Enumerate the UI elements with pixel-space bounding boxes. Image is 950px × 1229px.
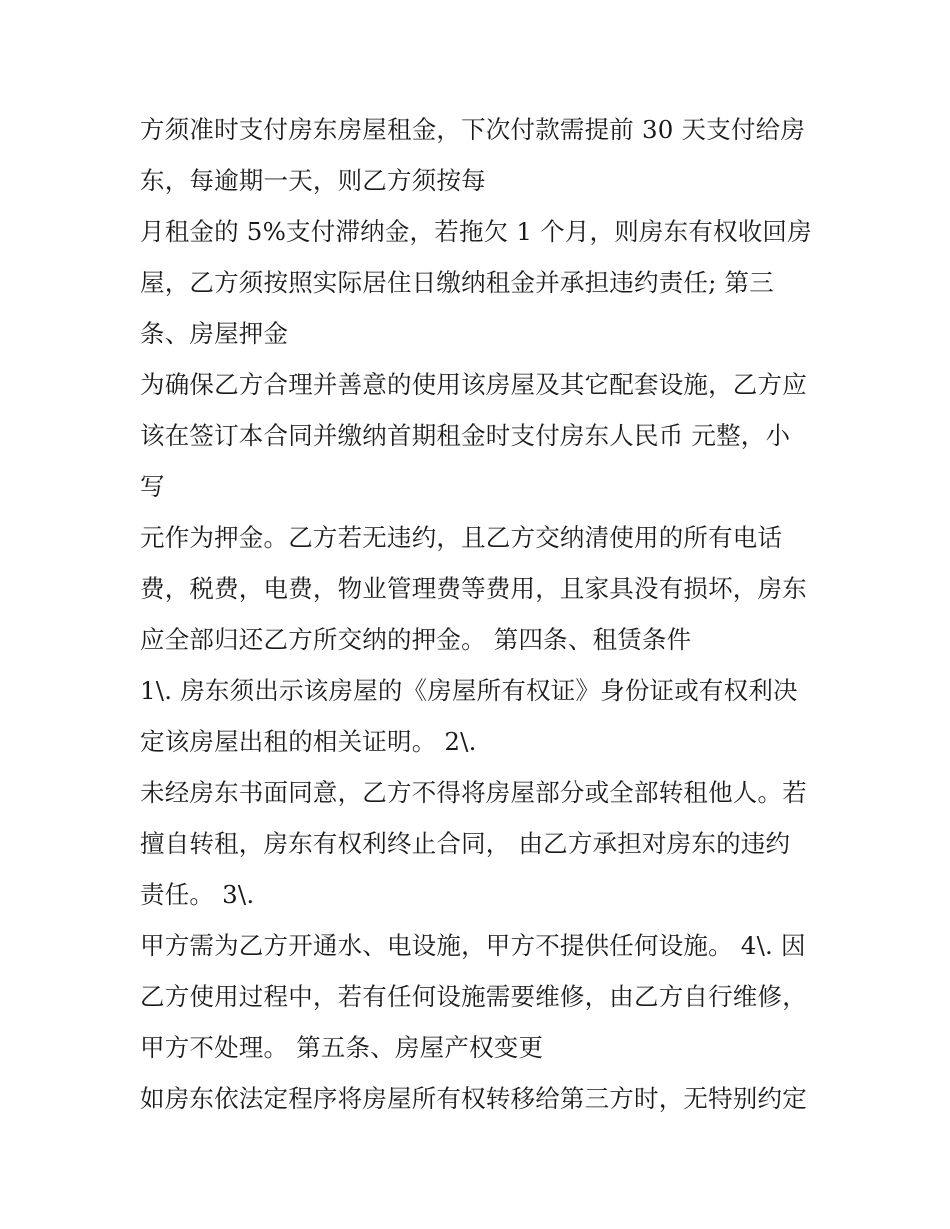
text-line: 屋，乙方须按照实际居住日缴纳租金并承担违约责任; 第三 (140, 268, 774, 297)
text-line: 应全部归还乙方所交纳的押金。 第四条、租赁条件 (140, 625, 692, 654)
text-line: 甲方不处理。 第五条、房屋产权变更 (140, 1033, 544, 1062)
text-line: 责任。 3\. (140, 880, 255, 909)
text-line: 甲方需为乙方开通水、电设施，甲方不提供任何设施。 4\. 因 (140, 931, 806, 960)
text-line: 东，每逾期一天，则乙方须按每 (140, 166, 486, 195)
text-line: 乙方使用过程中，若有任何设施需要维修，由乙方自行维修， (140, 982, 807, 1011)
text-line: 元作为押金。乙方若无违约，且乙方交纳清使用的所有电话 (140, 523, 783, 552)
text-line: 1\. 房东须出示该房屋的《房屋所有权证》身份证或有权利决 (140, 676, 798, 705)
text-line: 定该房屋出租的相关证明。 2\. (140, 727, 477, 756)
text-line: 写 (140, 472, 165, 501)
text-line: 费，税费，电费，物业管理费等费用，且家具没有损坏，房东 (140, 574, 807, 603)
text-line: 为确保乙方合理并善意的使用该房屋及其它配套设施，乙方应 (140, 370, 807, 399)
text-line: 条、房屋押金 (140, 319, 289, 348)
text-line: 月租金的 5%支付滞纳金，若拖欠 1 个月，则房东有权收回房 (140, 217, 812, 246)
text-line: 方须准时支付房东房屋租金，下次付款需提前 30 天支付给房 (140, 115, 806, 144)
document-body (140, 104, 840, 1124)
text-line: 未经房东书面同意，乙方不得将房屋部分或全部转租他人。若 (140, 778, 807, 807)
text-line: 如房东依法定程序将房屋所有权转移给第三方时，无特别约定 (140, 1084, 807, 1113)
text-line: 擅自转租，房东有权利终止合同， 由乙方承担对房东的违约 (140, 829, 791, 858)
text-line: 该在签订本合同并缴纳首期租金时支付房东人民币 元整，小 (140, 421, 791, 450)
